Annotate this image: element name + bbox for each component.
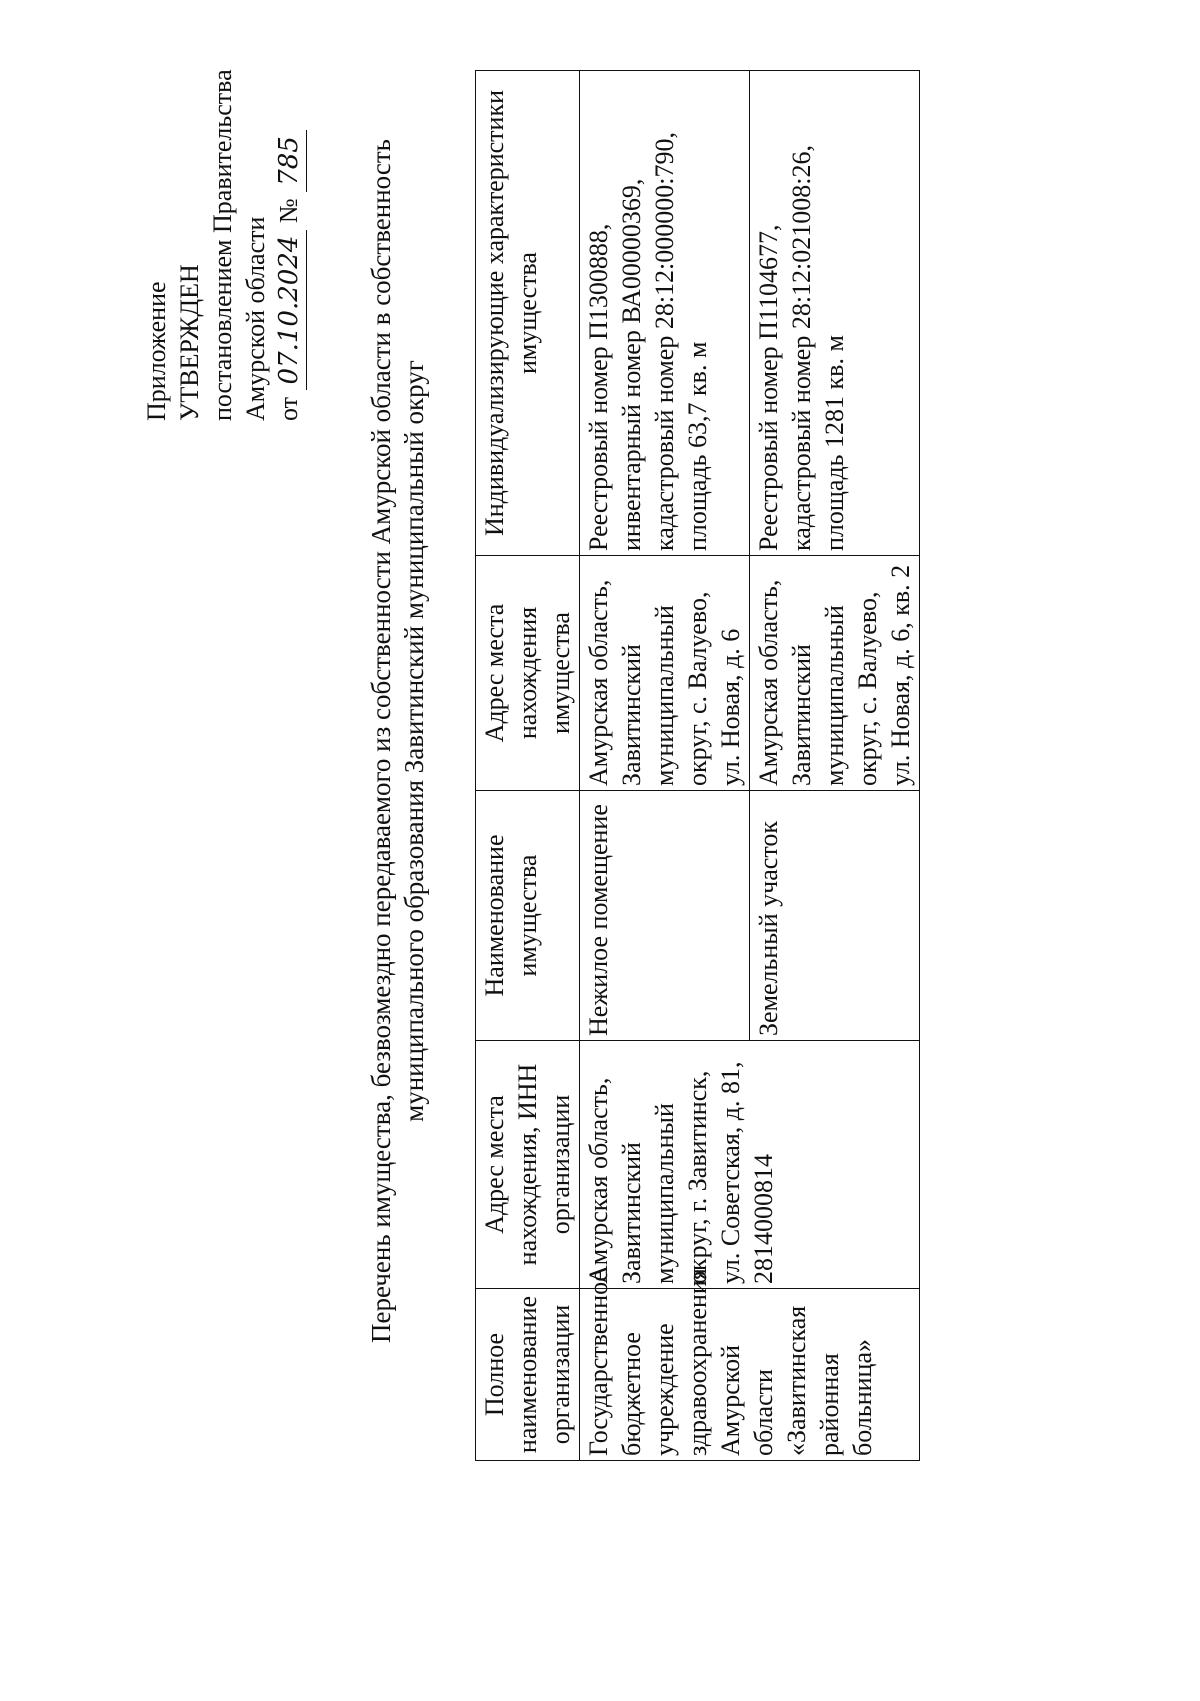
number-prefix: № [274,198,303,224]
cell-characteristics [750,71,920,556]
header-line-region: Амурской области [241,216,270,421]
cell-org-address [580,1041,920,1289]
header-line-resolution: постановлением Правительства [208,69,237,421]
header-org-address: Адрес места нахождения, ИНН организации [476,1041,580,1289]
char-line: кадастровый номер 28:12:021008:26, [787,144,816,551]
header-org-name: Полное наименование организации [476,1289,580,1461]
document-title [365,21,431,1461]
cell-property-address: Амурская область, Завитинский муниципальный округ, с. Валуево, ул. Новая, д. 6, кв. 2 [750,556,920,791]
cell-property-name: Нежилое помещение [580,791,750,1041]
title-line-1: Перечень имущества, безвозмездно передаваемого из собственности Амурской области в собственность [366,139,396,1343]
char-line: площадь 63,7 кв. м [683,341,712,551]
handwritten-date: 07.10.2024 [273,230,307,391]
char-line: площадь 1281 кв. м [820,335,849,551]
cell-property-address: Амурская область, Завитинский муниципальный округ, с. Валуево, ул. Новая, д. 6 [580,556,750,791]
header-property-name: Наименование имущества [476,791,580,1041]
header-line-date [272,1,307,421]
date-prefix: от [274,396,303,421]
char-line: кадастровый номер 28:12:000000:790, [650,131,679,551]
title-line-2: муниципального образования Завитинский муниципальный округ [399,360,429,1122]
handwritten-number: 785 [273,130,307,192]
approval-header [140,1,307,421]
table-row [580,71,750,1461]
char-line: Реестровый номер П1104677, [754,224,783,551]
char-line: инвентарный номер ВА00000369, [617,178,646,551]
table-header-row [476,71,580,1461]
property-table [475,70,920,1461]
header-characteristics: Индивидуализирующие характеристики имущества [476,71,580,556]
cell-characteristics [580,71,750,556]
header-line-approved: УТВЕРЖДЕН [175,264,204,421]
org-inn-text: 2814000814 [749,1154,778,1284]
org-address-text: Амурская область, Завитинский муниципальный округ, г. Завитинск, ул. Советская, д. 81, [584,1061,745,1284]
char-line: Реестровый номер П1300888, [584,223,613,551]
property-table-container [475,71,920,1461]
header-line-appendix: Приложение [142,281,171,421]
cell-property-name: Земельный участок [750,791,920,1041]
header-property-address: Адрес места нахождения имущества [476,556,580,791]
cell-org-name: Государственное бюджетное учреждение здравоохранения Амурской области «Завитинская районная больница» [580,1289,920,1461]
